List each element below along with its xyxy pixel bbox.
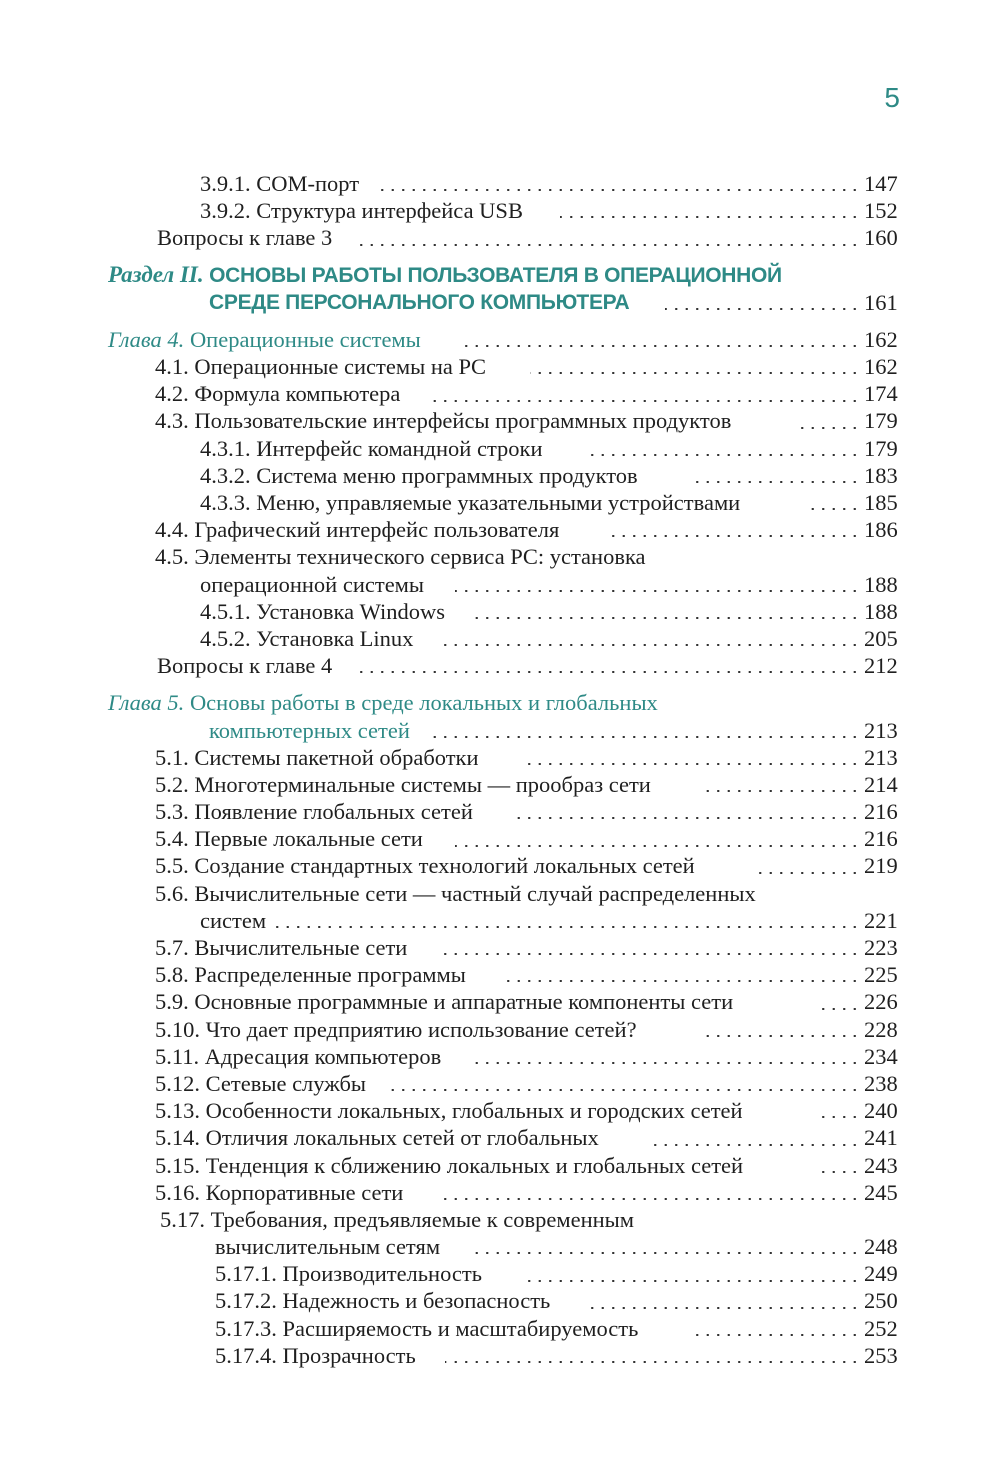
chapter-title-line1: Основы работы в среде локальных и глобальных: [189, 690, 658, 716]
entry-title: Что дает предприятию использование сетей?: [205, 1016, 637, 1042]
entry-page: 245: [858, 1179, 896, 1206]
toc-entry[interactable]: [0, 170, 1000, 197]
entry-number: 5.1.: [155, 744, 189, 770]
toc-entry[interactable]: [0, 1260, 1000, 1287]
entry-page: 212: [858, 652, 896, 679]
toc-entry[interactable]: [0, 380, 1000, 407]
entry-page: 205: [858, 625, 896, 652]
entry-number: 4.3.2.: [200, 462, 251, 488]
entry-title: Сетевые службы: [205, 1070, 367, 1096]
toc-entry[interactable]: [0, 1016, 1000, 1043]
chapter-prefix: Глава 4.: [108, 326, 185, 352]
toc-entry[interactable]: [0, 1315, 1000, 1342]
entry-page: 216: [858, 825, 896, 852]
chapter-title-line2: компьютерных сетей: [209, 717, 410, 743]
entry-number: 5.9.: [155, 989, 189, 1015]
entry-page: 252: [858, 1315, 896, 1342]
toc-entry[interactable]: [0, 516, 1000, 543]
entry-number: 4.5.: [155, 544, 189, 570]
entry-page: 249: [858, 1260, 896, 1287]
entry-page: 223: [858, 934, 896, 961]
entry-title: Меню, управляемые указательными устройствами: [256, 490, 741, 516]
entry-title: Особенности локальных, глобальных и городских сетей: [205, 1098, 743, 1124]
entry-title: Многотерминальные системы — прообраз сети: [194, 771, 651, 797]
entry-page: 188: [858, 598, 896, 625]
toc-entry[interactable]: [0, 988, 1000, 1015]
toc-entry[interactable]: [0, 934, 1000, 961]
entry-number: 5.17.: [160, 1206, 205, 1232]
toc-entry[interactable]: [0, 1152, 1000, 1179]
toc-entry-cont[interactable]: [0, 907, 1000, 934]
entry-page: 243: [858, 1152, 896, 1179]
entry-page: 234: [858, 1043, 896, 1070]
entry-page: 188: [858, 571, 896, 598]
toc-entry[interactable]: [0, 1070, 1000, 1097]
entry-number: 4.2.: [155, 381, 189, 407]
toc-entry[interactable]: [0, 853, 1000, 880]
entry-title-line2: операционной системы: [200, 571, 425, 597]
toc-entry[interactable]: [0, 489, 1000, 516]
entry-page: 213: [858, 717, 896, 744]
entry-page: 161: [858, 289, 896, 316]
entry-number: 5.17.3.: [215, 1315, 277, 1341]
entry-page: 240: [858, 1097, 896, 1124]
toc-entry[interactable]: [0, 197, 1000, 224]
section-prefix: Раздел II.: [108, 261, 204, 287]
entry-number: 5.4.: [155, 826, 189, 852]
entry-page: 147: [858, 170, 896, 197]
toc-entry[interactable]: [0, 1179, 1000, 1206]
entry-page: 214: [858, 771, 896, 798]
entry-title: Основные программные и аппаратные компоненты сети: [194, 989, 734, 1015]
entry-page: 221: [858, 907, 896, 934]
entry-number: 5.11.: [155, 1043, 200, 1069]
toc-entry-cont[interactable]: [0, 1233, 1000, 1260]
entry-page: 228: [858, 1016, 896, 1043]
toc-section-heading[interactable]: [0, 262, 1000, 289]
toc-entry-cont[interactable]: [0, 571, 1000, 598]
entry-number: 5.14.: [155, 1125, 200, 1151]
entry-page: 238: [858, 1070, 896, 1097]
entry-title: Прозрачность: [282, 1342, 416, 1368]
entry-number: 5.15.: [155, 1152, 200, 1178]
entry-title: Формула компьютера: [194, 381, 401, 407]
entry-number: 5.12.: [155, 1070, 200, 1096]
table-of-contents: [0, 170, 1000, 1369]
toc-entry[interactable]: [0, 1288, 1000, 1315]
entry-page: 253: [858, 1342, 896, 1369]
entry-number: 5.2.: [155, 771, 189, 797]
entry-title: Вопросы к главе 3: [157, 225, 333, 251]
entry-page: 213: [858, 744, 896, 771]
entry-page: 183: [858, 462, 896, 489]
toc-chapter[interactable]: [0, 689, 1000, 716]
entry-title: Первые локальные сети: [194, 826, 423, 852]
entry-page: 162: [858, 353, 896, 380]
toc-entry[interactable]: [0, 1043, 1000, 1070]
entry-title: Надежность и безопасность: [282, 1288, 551, 1314]
toc-entry[interactable]: [0, 744, 1000, 771]
entry-page: 152: [858, 197, 896, 224]
entry-title: Отличия локальных сетей от глобальных: [205, 1125, 599, 1151]
entry-title: Графический интерфейс пользователя: [194, 517, 560, 543]
page-number: 5: [884, 82, 900, 113]
entry-title-line1: Вычислительные сети — частный случай распределенных: [194, 880, 756, 906]
entry-number: 5.17.2.: [215, 1288, 277, 1314]
toc-entry[interactable]: [0, 598, 1000, 625]
entry-number: 5.10.: [155, 1016, 200, 1042]
entry-page: 160: [858, 224, 896, 251]
entry-title: Расширяемость и масштабируемость: [282, 1315, 639, 1341]
entry-title: Операционные системы на PC: [194, 354, 487, 380]
toc-section-heading-cont[interactable]: [0, 289, 1000, 316]
entry-title: Установка Linux: [256, 625, 414, 651]
toc-entry[interactable]: [0, 435, 1000, 462]
entry-number: 5.7.: [155, 935, 189, 961]
entry-title-line2: систем: [200, 907, 267, 933]
entry-title: Адресация компьютеров: [204, 1043, 442, 1069]
entry-number: 5.16.: [155, 1179, 200, 1205]
entry-title: Корпоративные сети: [205, 1179, 404, 1205]
entry-number: 3.9.2.: [200, 198, 251, 224]
entry-page: 219: [858, 852, 896, 879]
entry-title: Система меню программных продуктов: [256, 462, 638, 488]
entry-title-line1: Требования, предъявляемые к современным: [210, 1206, 635, 1232]
entry-page: 241: [858, 1124, 896, 1151]
entry-page: 225: [858, 961, 896, 988]
toc-entry[interactable]: [0, 1342, 1000, 1369]
entry-title: Структура интерфейса USB: [256, 198, 523, 224]
toc-entry[interactable]: [0, 771, 1000, 798]
entry-number: 5.17.1.: [215, 1261, 277, 1287]
toc-entry[interactable]: [0, 353, 1000, 380]
entry-page: 185: [858, 489, 896, 516]
chapter-title: Операционные системы: [189, 326, 421, 352]
entry-number: 5.3.: [155, 799, 189, 825]
entry-number: 4.3.: [155, 408, 189, 434]
entry-number: 4.1.: [155, 354, 189, 380]
entry-page: 174: [858, 380, 896, 407]
entry-page: 162: [858, 326, 896, 353]
entry-number: 4.5.1.: [200, 598, 251, 624]
toc-entry[interactable]: [0, 1124, 1000, 1151]
entry-title: Распределенные программы: [194, 962, 466, 988]
toc-entry[interactable]: [0, 1206, 1000, 1233]
entry-title-line1: Элементы технического сервиса PC: установка: [194, 544, 646, 570]
entry-title: Появление глобальных сетей: [194, 799, 473, 825]
toc-entry[interactable]: [0, 880, 1000, 907]
entry-number: 5.17.4.: [215, 1342, 277, 1368]
toc-entry[interactable]: [0, 543, 1000, 570]
entry-number: 5.8.: [155, 962, 189, 988]
chapter-prefix: Глава 5.: [108, 690, 185, 716]
toc-entry[interactable]: [0, 224, 1000, 251]
toc-entry[interactable]: [0, 961, 1000, 988]
toc-entry[interactable]: [0, 625, 1000, 652]
toc-entry[interactable]: [0, 825, 1000, 852]
toc-chapter-cont[interactable]: [0, 717, 1000, 744]
toc-entry[interactable]: [0, 1097, 1000, 1124]
entry-page: 226: [858, 988, 896, 1015]
entry-number: 4.4.: [155, 517, 189, 543]
entry-number: 4.3.1.: [200, 435, 251, 461]
entry-title-line2: вычислительным сетям: [215, 1234, 441, 1260]
entry-title: Вопросы к главе 4: [157, 653, 333, 679]
entry-number: 3.9.1.: [200, 170, 251, 196]
entry-page: 250: [858, 1287, 896, 1314]
entry-page: 248: [858, 1233, 896, 1260]
entry-title: Установка Windows: [256, 598, 446, 624]
entry-number: 5.13.: [155, 1098, 200, 1124]
entry-title: Пользовательские интерфейсы программных продуктов: [194, 408, 732, 434]
entry-page: 186: [858, 516, 896, 543]
entry-number: 5.5.: [155, 853, 189, 879]
entry-title: Интерфейс командной строки: [256, 435, 543, 461]
entry-title: Производительность: [282, 1261, 482, 1287]
entry-page: 179: [858, 407, 896, 434]
toc-entry[interactable]: [0, 408, 1000, 435]
entry-page: 216: [858, 798, 896, 825]
entry-number: 5.6.: [155, 880, 189, 906]
toc-chapter[interactable]: [0, 326, 1000, 353]
entry-page: 179: [858, 435, 896, 462]
section-title-line1: ОСНОВЫ РАБОТЫ ПОЛЬЗОВАТЕЛЯ В ОПЕРАЦИОННОЙ: [209, 263, 782, 287]
entry-title: Вычислительные сети: [194, 935, 408, 961]
entry-number: 4.5.2.: [200, 625, 251, 651]
entry-title: Создание стандартных технологий локальных сетей: [194, 853, 695, 879]
entry-title: Тенденция к сближению локальных и глобальных сетей: [205, 1152, 744, 1178]
section-title-line2: СРЕДЕ ПЕРСОНАЛЬНОГО КОМПЬЮТЕРА: [209, 290, 630, 314]
toc-entry[interactable]: [0, 798, 1000, 825]
entry-title: СОМ-порт: [256, 170, 360, 196]
toc-entry[interactable]: [0, 652, 1000, 679]
toc-entry[interactable]: [0, 462, 1000, 489]
entry-title: Системы пакетной обработки: [194, 744, 479, 770]
entry-number: 4.3.3.: [200, 490, 251, 516]
